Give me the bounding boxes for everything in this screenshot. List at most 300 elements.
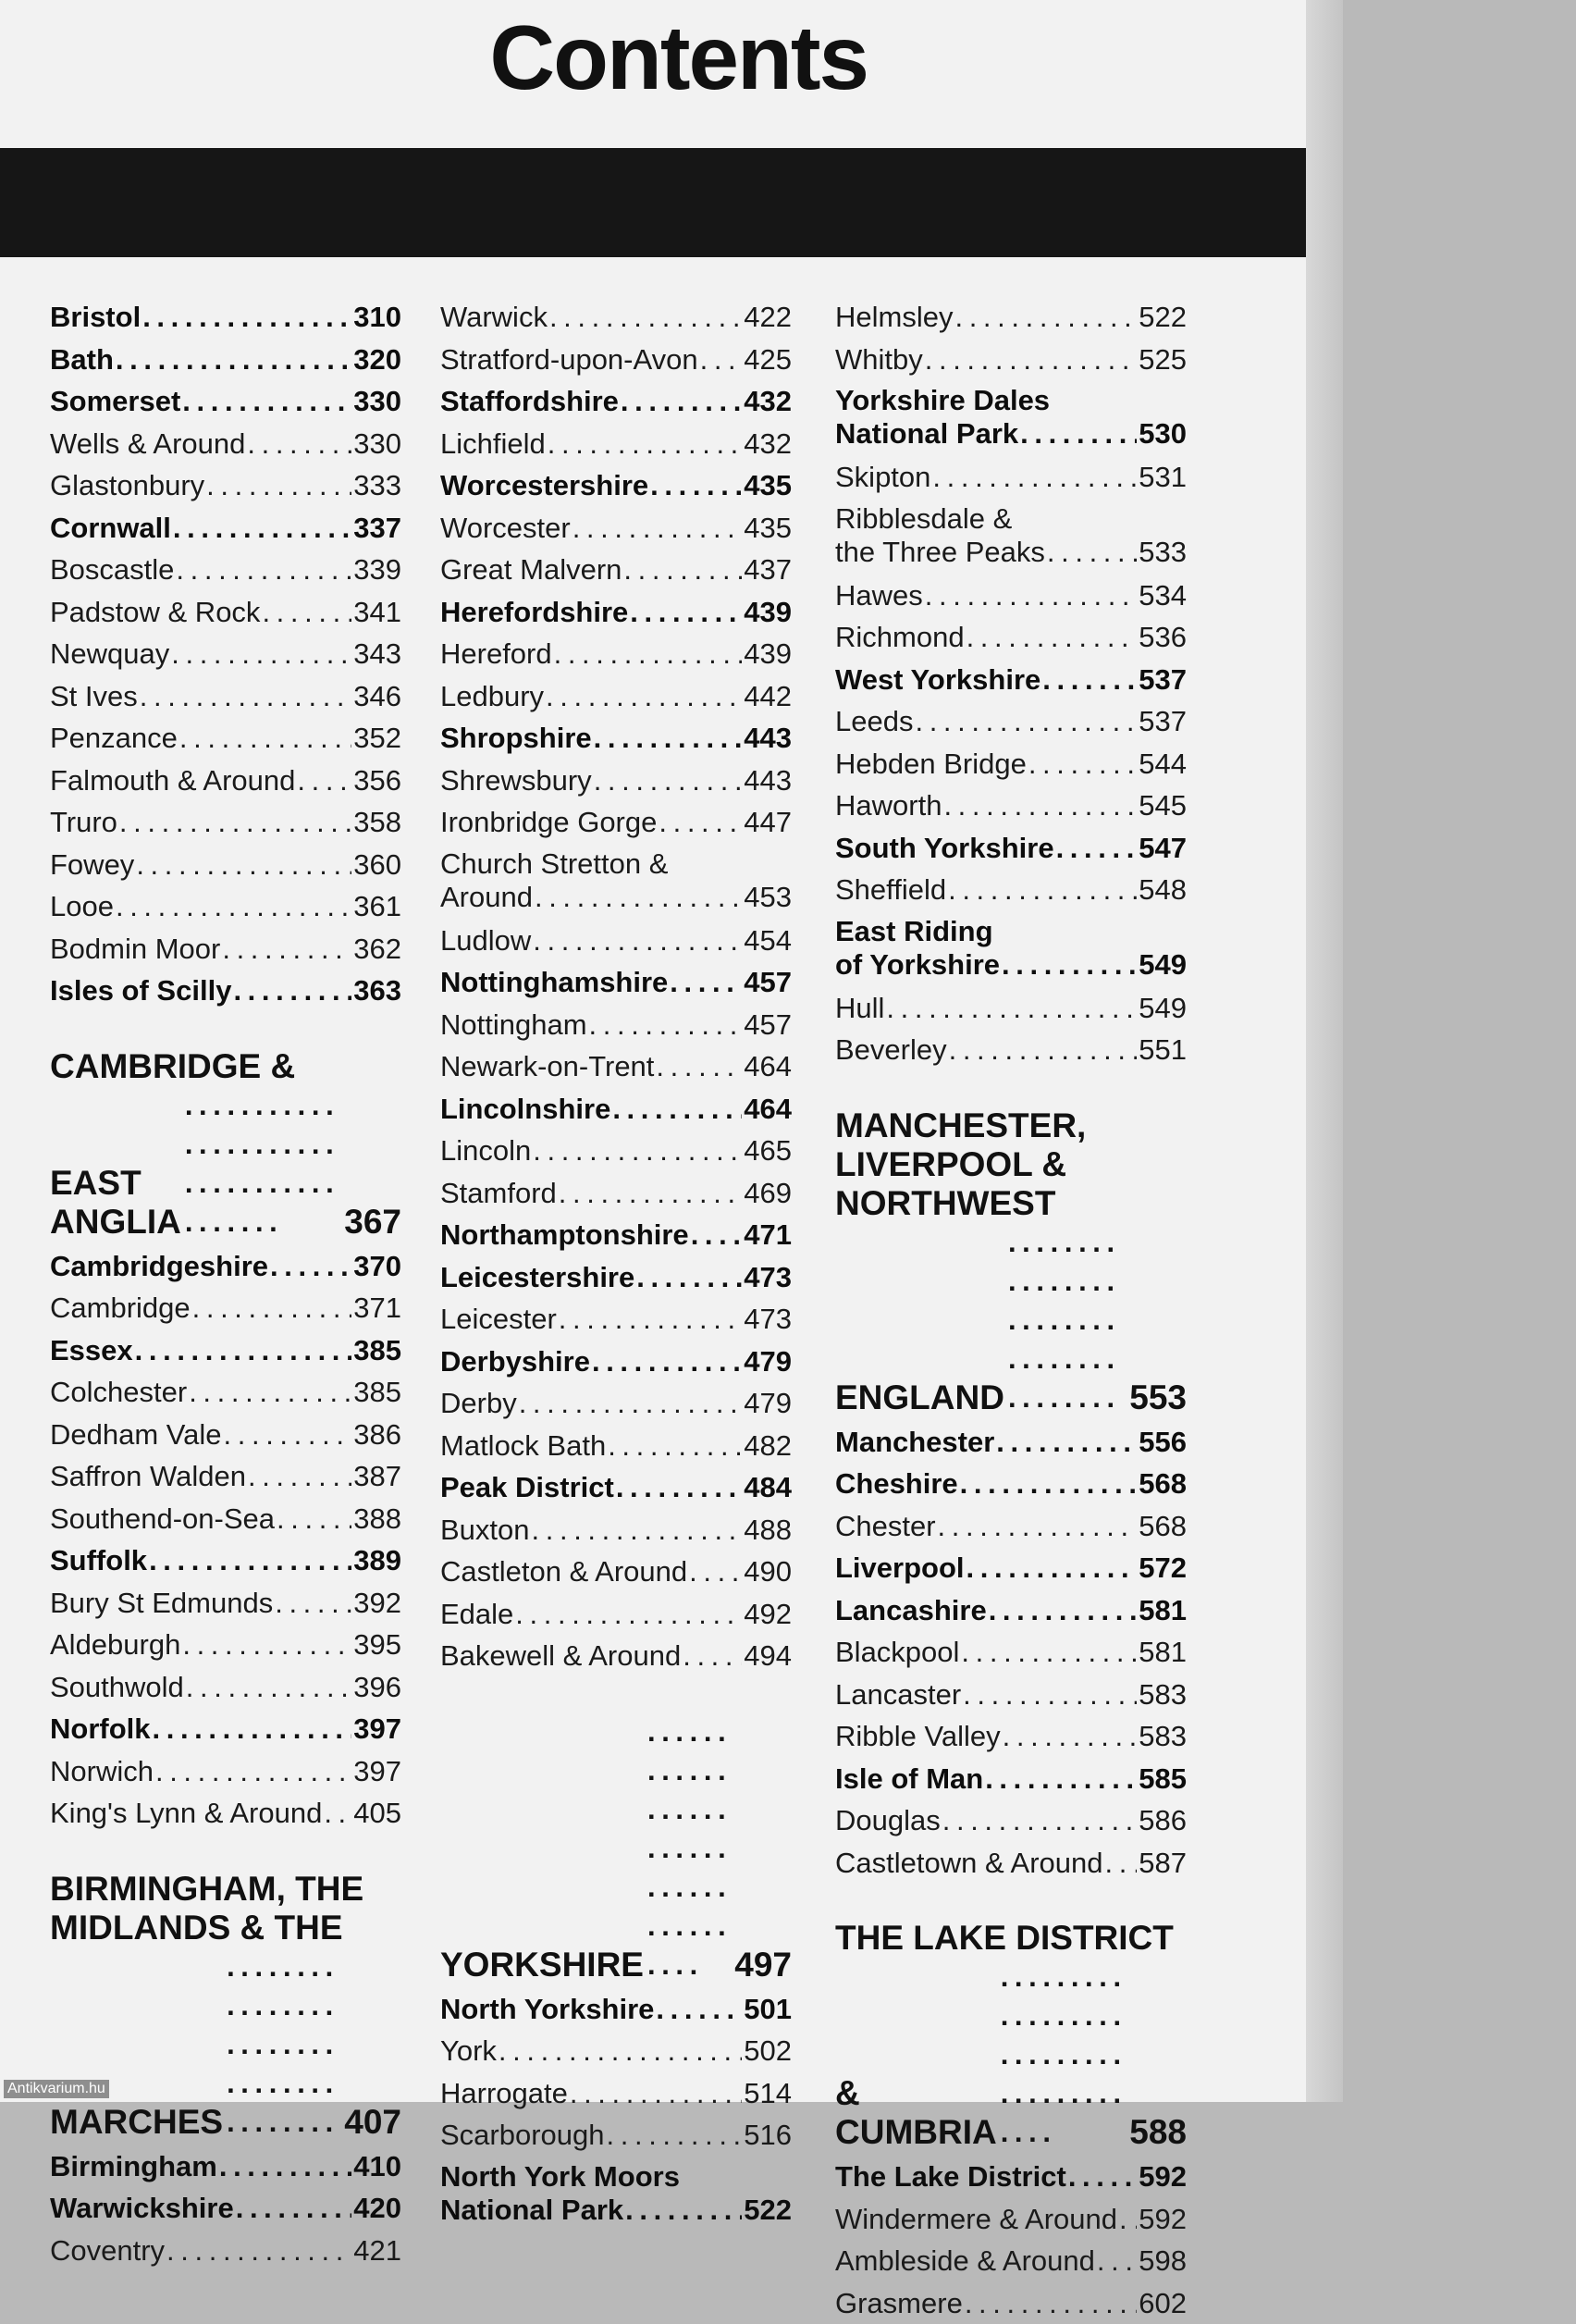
entry-page: 522 — [744, 2194, 792, 2227]
toc-section-heading[interactable] — [440, 1712, 792, 1984]
toc-entry[interactable] — [835, 1463, 1187, 1505]
entry-label: The Lake District — [835, 2156, 1066, 2198]
toc-entry[interactable] — [835, 456, 1187, 499]
entry-label: Lancaster — [835, 1674, 961, 1716]
toc-section-heading[interactable] — [50, 1047, 401, 1242]
toc-entry[interactable] — [835, 869, 1187, 911]
entry-label: Scarborough — [440, 2114, 605, 2157]
entry-page: 453 — [744, 881, 792, 914]
leader-dots — [275, 1582, 351, 1625]
leader-dots — [297, 760, 351, 802]
entry-page: 405 — [353, 1792, 401, 1835]
entry-page: 531 — [1139, 456, 1187, 499]
entry-page: 439 — [744, 591, 792, 634]
entry-page: 522 — [1139, 296, 1187, 339]
entry-label: Peak District — [440, 1466, 614, 1509]
toc-entry[interactable] — [50, 970, 401, 1012]
leader-dots — [1008, 1223, 1126, 1417]
toc-entry[interactable] — [835, 1505, 1187, 1548]
entry-page: 358 — [353, 801, 401, 844]
leader-dots — [683, 1635, 742, 1677]
leader-dots — [233, 970, 351, 1012]
section-page: 407 — [344, 2103, 401, 2142]
leader-dots — [954, 296, 1137, 339]
entry-page: 432 — [744, 380, 792, 423]
toc-entry[interactable] — [440, 1466, 792, 1509]
entry-page: 537 — [1139, 700, 1187, 743]
entry-label: Padstow & Rock — [50, 591, 260, 634]
toc-entry[interactable] — [440, 675, 792, 718]
leader-dots — [915, 700, 1137, 743]
toc-entry[interactable] — [440, 2072, 792, 2115]
entry-page: 602 — [1139, 2282, 1187, 2324]
toc-entry[interactable] — [440, 1172, 792, 1215]
entry-page: 343 — [353, 633, 401, 675]
toc-entry[interactable] — [50, 2187, 401, 2230]
entry-label: Douglas — [835, 1799, 941, 1842]
leader-dots — [589, 1004, 743, 1046]
leader-dots — [1003, 1715, 1138, 1758]
toc-entry[interactable] — [440, 847, 792, 914]
toc-section-heading[interactable] — [835, 1919, 1187, 2152]
leader-dots — [549, 296, 742, 339]
leader-dots — [206, 464, 351, 507]
toc-entry[interactable] — [50, 1666, 401, 1709]
toc-entry[interactable] — [835, 616, 1187, 659]
leader-dots — [222, 928, 351, 970]
toc-entry[interactable] — [835, 1631, 1187, 1674]
toc-entry[interactable] — [50, 1792, 401, 1835]
toc-entry[interactable] — [50, 507, 401, 550]
entry-label: Staffordshire — [440, 380, 619, 423]
entry-label: Aldeburgh — [50, 1624, 180, 1666]
toc-entry[interactable] — [835, 2240, 1187, 2282]
entry-label: Shrewsbury — [440, 760, 592, 802]
entry-label: Beverley — [835, 1029, 947, 1071]
toc-entry[interactable] — [50, 591, 401, 634]
toc-entry[interactable] — [835, 1842, 1187, 1885]
entry-label: Cambridge — [50, 1287, 191, 1329]
toc-entry[interactable] — [440, 1004, 792, 1046]
toc-entry[interactable] — [835, 1799, 1187, 1842]
entry-page: 464 — [744, 1045, 792, 1088]
entry-label: Derby — [440, 1382, 517, 1425]
entry-label: Warwick — [440, 296, 548, 339]
toc-entry[interactable] — [50, 633, 401, 675]
entry-page: 583 — [1139, 1674, 1187, 1716]
toc-entry[interactable] — [440, 464, 792, 507]
toc-entry[interactable] — [50, 717, 401, 760]
entry-page: 422 — [744, 296, 792, 339]
entry-page: 437 — [744, 549, 792, 591]
entry-label: Nottinghamshire — [440, 961, 668, 1004]
leader-dots — [594, 717, 743, 760]
toc-entry[interactable] — [50, 339, 401, 381]
toc-section-heading[interactable] — [50, 1870, 401, 2142]
leader-dots — [189, 1371, 351, 1414]
entry-page: 598 — [1139, 2240, 1187, 2282]
toc-entry[interactable] — [50, 760, 401, 802]
entry-page: 473 — [744, 1298, 792, 1341]
entry-label: Isles of Scilly — [50, 970, 231, 1012]
toc-entry[interactable] — [50, 1582, 401, 1625]
entry-page: 454 — [744, 920, 792, 962]
entry-label: Coventry — [50, 2230, 165, 2272]
entry-label: Isle of Man — [835, 1758, 983, 1800]
toc-entry[interactable] — [50, 1371, 401, 1414]
toc-entry[interactable] — [440, 1551, 792, 1593]
entry-label: Falmouth & Around — [50, 760, 295, 802]
toc-entry[interactable] — [440, 1635, 792, 1677]
entry-label: King's Lynn & Around — [50, 1792, 322, 1835]
entry-page: 371 — [353, 1287, 401, 1329]
leader-dots — [625, 2194, 742, 2227]
entry-page: 447 — [744, 801, 792, 844]
toc-entry[interactable] — [440, 1045, 792, 1088]
toc-entry[interactable] — [440, 961, 792, 1004]
section-line: MANCHESTER, — [835, 1106, 1187, 1145]
toc-entry[interactable] — [440, 2160, 792, 2227]
entry-page: 362 — [353, 928, 401, 970]
entry-page: 421 — [353, 2230, 401, 2272]
toc-entry[interactable] — [440, 633, 792, 675]
leader-dots — [1105, 1842, 1138, 1885]
toc-entry[interactable] — [835, 785, 1187, 827]
entry-page: 352 — [353, 717, 401, 760]
toc-entry[interactable] — [440, 1298, 792, 1341]
entry-page: 482 — [744, 1425, 792, 1467]
toc-entry[interactable] — [835, 575, 1187, 617]
leader-dots — [270, 1245, 351, 1288]
toc-entry[interactable] — [50, 1287, 401, 1329]
entry-label: National Park — [440, 2194, 623, 2227]
toc-entry[interactable] — [440, 380, 792, 423]
toc-entry[interactable] — [440, 1425, 792, 1467]
entry-page: 544 — [1139, 743, 1187, 785]
leader-dots — [691, 1214, 743, 1256]
entry-label: Buxton — [440, 1509, 530, 1551]
toc-entry[interactable] — [50, 1750, 401, 1793]
entry-label: Richmond — [835, 616, 965, 659]
toc-entry[interactable] — [50, 1455, 401, 1498]
toc-entry[interactable] — [50, 1245, 401, 1288]
leader-dots — [1097, 2240, 1137, 2282]
toc-entry[interactable] — [835, 915, 1187, 982]
entry-label: Lancashire — [835, 1589, 987, 1632]
entry-label: Ledbury — [440, 675, 544, 718]
leader-dots — [219, 2145, 351, 2188]
toc-entry[interactable] — [835, 2156, 1187, 2198]
entry-label: Newquay — [50, 633, 169, 675]
toc-entry[interactable] — [440, 1988, 792, 2031]
leader-dots — [967, 616, 1138, 659]
toc-entry[interactable] — [835, 1589, 1187, 1632]
leader-dots — [119, 801, 351, 844]
leader-dots — [1001, 1958, 1127, 2152]
entry-page: 492 — [744, 1593, 792, 1636]
leader-dots — [886, 987, 1137, 1030]
leader-dots — [136, 844, 351, 886]
entry-label: Yorkshire Dales — [835, 384, 1187, 417]
leader-dots — [1068, 2156, 1137, 2198]
leader-dots — [548, 423, 743, 465]
entry-page: 516 — [744, 2114, 792, 2157]
toc-entry[interactable] — [835, 659, 1187, 701]
entry-label: Sheffield — [835, 869, 946, 911]
toc-entry[interactable] — [835, 1421, 1187, 1464]
toc-entry[interactable] — [440, 591, 792, 634]
entry-label: North Yorkshire — [440, 1988, 654, 2031]
toc-column-1 — [50, 296, 401, 2271]
leader-dots — [1028, 743, 1137, 785]
entry-label: Suffolk — [50, 1539, 147, 1582]
section-line: ENGLAND — [835, 1378, 1004, 1417]
entry-page: 397 — [353, 1708, 401, 1750]
toc-entry[interactable] — [835, 700, 1187, 743]
toc-entry[interactable] — [50, 885, 401, 928]
entry-page: 370 — [353, 1245, 401, 1288]
toc-entry[interactable] — [50, 2145, 401, 2188]
leader-dots — [1119, 2198, 1137, 2241]
leader-dots — [650, 464, 742, 507]
leader-dots — [155, 1750, 351, 1793]
leader-dots — [636, 1256, 742, 1299]
entry-label: Lichfield — [440, 423, 546, 465]
toc-entry[interactable] — [835, 2198, 1187, 2241]
leader-dots — [185, 1086, 340, 1242]
toc-entry[interactable] — [835, 1674, 1187, 1716]
entry-label: Penzance — [50, 717, 178, 760]
page-title: Contents — [489, 6, 868, 110]
toc-entry[interactable] — [835, 1547, 1187, 1589]
toc-entry[interactable] — [835, 743, 1187, 785]
toc-entry[interactable] — [835, 339, 1187, 381]
entry-label: Herefordshire — [440, 591, 628, 634]
toc-entry[interactable] — [50, 296, 401, 339]
leader-dots — [153, 1708, 352, 1750]
toc-entry[interactable] — [50, 928, 401, 970]
leader-dots — [182, 380, 351, 423]
toc-entry[interactable] — [50, 1414, 401, 1456]
entry-label: Norwich — [50, 1750, 154, 1793]
entry-page: 530 — [1139, 417, 1187, 451]
entry-page: 549 — [1139, 948, 1187, 982]
toc-entry[interactable] — [50, 464, 401, 507]
entry-label: Grasmere — [835, 2282, 963, 2324]
entry-label: Warwickshire — [50, 2187, 234, 2230]
entry-page: 392 — [353, 1582, 401, 1625]
toc-entry[interactable] — [50, 1708, 401, 1750]
section-page: 497 — [734, 1946, 792, 1984]
leader-dots — [224, 1414, 352, 1456]
entry-page: 420 — [353, 2187, 401, 2230]
entry-page: 572 — [1139, 1547, 1187, 1589]
leader-dots — [967, 1547, 1138, 1589]
toc-entry[interactable] — [440, 339, 792, 381]
entry-label: Bristol — [50, 296, 141, 339]
toc-entry[interactable] — [835, 296, 1187, 339]
toc-entry[interactable] — [50, 675, 401, 718]
entry-label: Leeds — [835, 700, 913, 743]
entry-label: Skipton — [835, 456, 930, 499]
leader-dots — [227, 1947, 340, 2142]
toc-entry[interactable] — [440, 507, 792, 550]
toc-entry[interactable] — [440, 1214, 792, 1256]
toc-entry[interactable] — [440, 760, 792, 802]
entry-label: Lincoln — [440, 1130, 531, 1172]
entry-page: 330 — [353, 423, 401, 465]
section-line: THE LAKE DISTRICT — [835, 1919, 1187, 1958]
toc-column-3 — [835, 296, 1187, 2324]
entry-label: Stratford-upon-Avon — [440, 339, 698, 381]
entry-page: 549 — [1139, 987, 1187, 1030]
entry-page: 363 — [353, 970, 401, 1012]
leader-dots — [248, 1455, 351, 1498]
leader-dots — [149, 1539, 351, 1582]
entry-page: 339 — [353, 549, 401, 591]
entry-label: Around — [440, 881, 533, 914]
toc-entry[interactable] — [835, 1758, 1187, 1800]
entry-page: 581 — [1139, 1589, 1187, 1632]
entry-label: Derbyshire — [440, 1341, 590, 1383]
toc-entry[interactable] — [50, 1539, 401, 1582]
toc-entry[interactable] — [440, 549, 792, 591]
entry-label: York — [440, 2030, 497, 2072]
toc-entry[interactable] — [440, 2114, 792, 2157]
entry-page: 396 — [353, 1666, 401, 1709]
entry-label: St Ives — [50, 675, 138, 718]
entry-page: 360 — [353, 844, 401, 886]
toc-entry[interactable] — [50, 1624, 401, 1666]
toc-entry[interactable] — [835, 502, 1187, 569]
entry-label: Shropshire — [440, 717, 592, 760]
entry-label: Dedham Vale — [50, 1414, 222, 1456]
toc-entry[interactable] — [50, 423, 401, 465]
section-page: 553 — [1129, 1378, 1187, 1417]
toc-entry[interactable] — [835, 384, 1187, 451]
toc-section-heading[interactable] — [835, 1106, 1187, 1417]
entry-page: 471 — [744, 1214, 792, 1256]
leader-dots — [324, 1792, 351, 1835]
entry-label: Boscastle — [50, 549, 174, 591]
toc-entry[interactable] — [440, 717, 792, 760]
toc-entry[interactable] — [50, 1498, 401, 1540]
leader-dots — [925, 339, 1138, 381]
entry-page: 395 — [353, 1624, 401, 1666]
entry-page: 385 — [353, 1371, 401, 1414]
leader-dots — [176, 549, 351, 591]
toc-entry[interactable] — [835, 987, 1187, 1030]
leader-dots — [116, 885, 351, 928]
leader-dots — [179, 717, 351, 760]
toc-entry[interactable] — [440, 920, 792, 962]
toc-entry[interactable] — [835, 2282, 1187, 2324]
toc-entry[interactable] — [50, 380, 401, 423]
leader-dots — [630, 591, 742, 634]
toc-entry[interactable] — [50, 549, 401, 591]
toc-entry[interactable] — [440, 1256, 792, 1299]
entry-page: 410 — [353, 2145, 401, 2188]
entry-label: Fowey — [50, 844, 134, 886]
toc-entry[interactable] — [835, 1715, 1187, 1758]
entry-label: East Riding — [835, 915, 1187, 948]
leader-dots — [949, 1029, 1138, 1071]
toc-entry[interactable] — [50, 844, 401, 886]
leader-dots — [656, 1988, 742, 2031]
entry-page: 479 — [744, 1382, 792, 1425]
entry-page: 333 — [353, 464, 401, 507]
entry-label: Castletown & Around — [835, 1842, 1103, 1885]
entry-page: 551 — [1139, 1029, 1187, 1071]
toc-entry[interactable] — [440, 801, 792, 844]
leader-dots — [554, 633, 743, 675]
leader-dots — [623, 549, 742, 591]
entry-page: 534 — [1139, 575, 1187, 617]
entry-label: Windermere & Around — [835, 2198, 1117, 2241]
leader-dots — [135, 1329, 352, 1372]
toc-entry[interactable] — [440, 2030, 792, 2072]
toc-entry[interactable] — [50, 801, 401, 844]
section-page: 367 — [344, 1203, 401, 1242]
entry-label: Cambridgeshire — [50, 1245, 268, 1288]
entry-page: 443 — [744, 717, 792, 760]
entry-page: 514 — [744, 2072, 792, 2115]
entry-page: 356 — [353, 760, 401, 802]
entry-page: 361 — [353, 885, 401, 928]
toc-column-2 — [440, 296, 792, 2232]
toc-entry[interactable] — [440, 1382, 792, 1425]
toc-entry[interactable] — [835, 827, 1187, 870]
toc-entry[interactable] — [440, 1130, 792, 1172]
toc-entry[interactable] — [440, 296, 792, 339]
entry-page: 469 — [744, 1172, 792, 1215]
entry-label: Castleton & Around — [440, 1551, 687, 1593]
toc-entry[interactable] — [50, 2230, 401, 2272]
entry-page: 464 — [744, 1088, 792, 1131]
toc-entry[interactable] — [440, 423, 792, 465]
watermark: Antikvarium.hu — [4, 2080, 109, 2098]
leader-dots — [647, 1712, 731, 1984]
header-band — [0, 148, 1306, 257]
entry-page: 525 — [1139, 339, 1187, 381]
entry-page: 592 — [1139, 2156, 1187, 2198]
toc-entry[interactable] — [440, 1088, 792, 1131]
entry-label: Ironbridge Gorge — [440, 801, 657, 844]
leader-dots — [519, 1382, 743, 1425]
entry-label: Blackpool — [835, 1631, 959, 1674]
leader-dots — [533, 920, 742, 962]
leader-dots — [612, 1088, 742, 1131]
entry-page: 479 — [744, 1341, 792, 1383]
entry-label: South Yorkshire — [835, 827, 1054, 870]
toc-entry[interactable] — [440, 1509, 792, 1551]
toc-entry[interactable] — [440, 1341, 792, 1383]
entry-page: 488 — [744, 1509, 792, 1551]
entry-page: 435 — [744, 507, 792, 550]
toc-entry[interactable] — [50, 1329, 401, 1372]
leader-dots — [1056, 827, 1138, 870]
leader-dots — [960, 1463, 1138, 1505]
toc-entry[interactable] — [440, 1593, 792, 1636]
entry-page: 592 — [1139, 2198, 1187, 2241]
leader-dots — [963, 1674, 1137, 1716]
leader-dots — [570, 2072, 742, 2115]
entry-label: Worcestershire — [440, 464, 648, 507]
entry-page: 310 — [353, 296, 401, 339]
entry-label: Bakewell & Around — [440, 1635, 681, 1677]
toc-entry[interactable] — [835, 1029, 1187, 1071]
leader-dots — [573, 507, 743, 550]
